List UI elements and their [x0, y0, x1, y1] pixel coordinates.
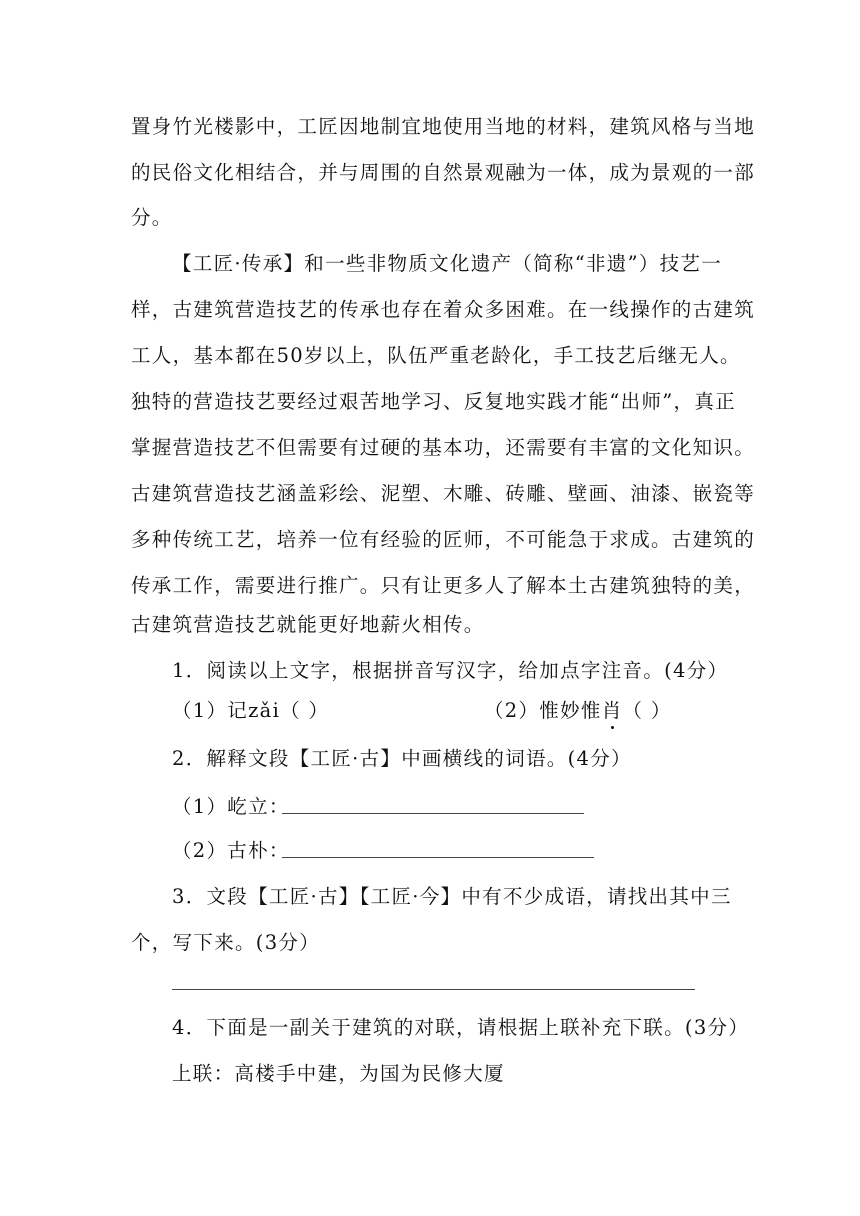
question-3-line1: 3．文段【工匠·古】【工匠·今】中有不少成语，请找出其中三: [172, 885, 732, 908]
passage-p2-line6: 古建筑营造技艺涵盖彩绘、泥塑、木雕、砖雕、壁画、油漆、嵌瓷等: [131, 482, 756, 505]
question-1-item-2-suffix: （ ）: [622, 699, 672, 722]
passage-p2-line2: 样，古建筑营造技艺的传承也存在着众多困难。在一线操作的古建筑: [131, 298, 756, 321]
passage-p2-line1: 【工匠·传承】和一些非物质文化遗产（简称“非遗”）技艺一: [172, 252, 723, 275]
couplet-upper-line: 上联：高楼手中建，为国为民修大厦: [172, 1062, 505, 1085]
answer-blank-2[interactable]: [282, 857, 594, 858]
passage-p2-line8: 传承工作，需要进行推广。只有让更多人了解本土古建筑独特的美，: [131, 574, 756, 597]
answer-blank-3[interactable]: [172, 989, 695, 990]
emphasis-dotted-char: 肖: [601, 699, 623, 722]
passage-p1-line1: 置身竹光楼影中，工匠因地制宜地使用当地的材料，建筑风格与当地: [131, 115, 756, 138]
question-3-line2: 个，写下来。(3分）: [131, 931, 321, 954]
passage-p2-line3: 工人，基本都在50岁以上，队伍严重老龄化，手工技艺后继无人。: [131, 344, 741, 367]
passage-p2-line7: 多种传统工艺，培养一位有经验的匠师，不可能急于求成。古建筑的: [131, 528, 756, 551]
passage-p1-line2: 的民俗文化相结合，并与周围的自然景观融为一体，成为景观的一部: [131, 161, 756, 184]
question-1-item-2-prefix: （2）惟妙惟: [484, 699, 602, 722]
question-2-item-2: （2）古朴：: [172, 839, 290, 862]
question-1-text: 1．阅读以上文字，根据拼音写汉字，给加点字注音。(4分）: [172, 659, 729, 682]
question-4-text: 4．下面是一副关于建筑的对联，请根据上联补充下联。(3分）: [172, 1016, 750, 1039]
passage-p1-line3: 分。: [131, 206, 173, 229]
question-2-text: 2．解释文段【工匠·古】中画横线的词语。(4分）: [172, 747, 632, 770]
passage-p2-line5: 掌握营造技艺不但需要有过硬的基本功，还需要有丰富的文化知识。: [131, 436, 756, 459]
passage-p2-line9: 古建筑营造技艺就能更好地薪火相传。: [131, 613, 485, 636]
answer-blank-1[interactable]: [282, 813, 584, 814]
question-1-item-1: （1）记zǎi（ ）: [172, 699, 330, 722]
passage-p2-line4: 独特的营造技艺要经过艰苦地学习、反复地实践才能“出师”，真正: [131, 390, 736, 413]
question-2-item-1: （1）屹立：: [172, 795, 290, 818]
question-1-item-2: [484, 698, 672, 724]
